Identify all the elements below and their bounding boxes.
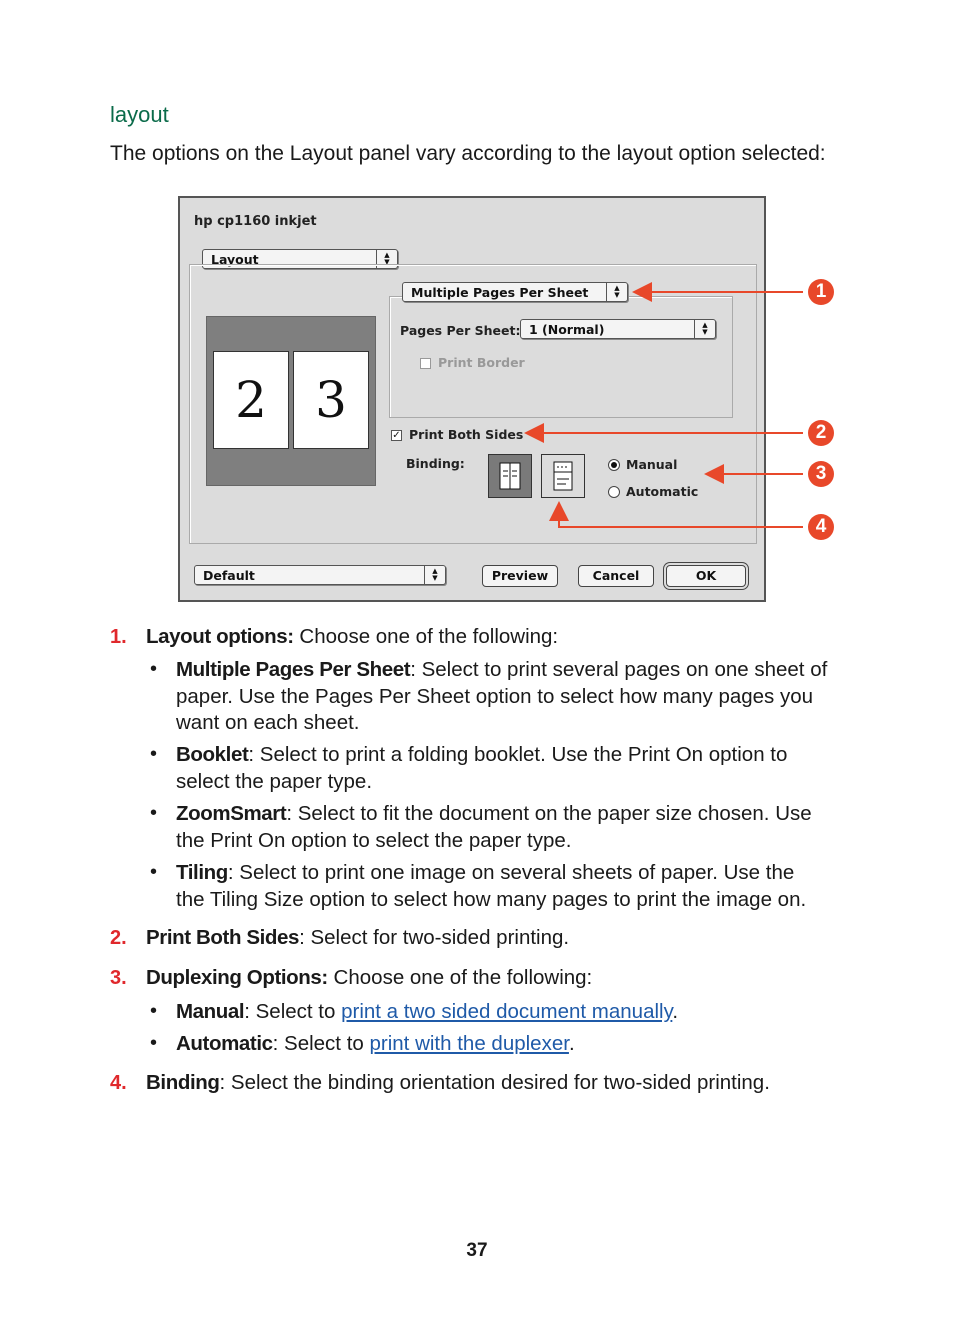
page-number: 37 [466,1240,488,1261]
pages-per-sheet-popup[interactable] [520,319,716,339]
layout-option-label: Multiple Pages Per Sheet [411,285,589,300]
callout-1: 1 [808,279,834,305]
panel-popup-label: Layout [211,252,259,267]
manual-duplex-link[interactable]: print a two sided document manually [341,1000,673,1023]
dialog-title: hp cp1160 inkjet [194,214,317,229]
bullet-multiple-pages-line3: want on each sheet. [176,711,360,734]
callout-2: 2 [808,420,834,446]
ok-button[interactable]: OK [666,565,746,587]
bullet-icon: • [150,658,158,680]
cancel-button[interactable]: Cancel [578,565,654,587]
bullet-zoomsmart: ZoomSmart: Select to fit the document on the paper size chosen. Use [176,802,812,825]
binding-label: Binding: [406,456,465,471]
bullet-icon: • [150,861,158,883]
print-border-checkbox[interactable] [420,358,431,369]
manual-radio[interactable] [608,459,620,471]
preview-button[interactable]: Preview [482,565,558,587]
tablet-binding-icon [542,455,584,497]
popup-arrows-icon: ▲ ▼ [694,320,715,338]
book-binding-icon [489,455,531,497]
layout-preview [206,316,376,486]
print-dialog [178,196,766,602]
popup-arrows-icon: ▲ ▼ [606,283,627,301]
manual-label: Manual [626,457,678,472]
item-number-3: 3. [110,967,127,989]
pages-per-sheet-value: 1 (Normal) [529,322,605,337]
item-1-text: Layout options: Choose one of the following: [146,625,559,648]
print-border-label: Print Border [438,355,525,370]
popup-arrows-icon: ▲ ▼ [376,250,397,268]
callout-3: 3 [808,461,834,487]
intro-text: The options on the Layout panel vary according to the layout option selected: [110,142,826,165]
bullet-icon: • [150,802,158,824]
popup-arrows-icon: ▲ ▼ [424,566,445,584]
settings-popup[interactable] [194,565,446,585]
print-both-sides-label: Print Both Sides [409,427,524,442]
bullet-multiple-pages-line2: paper. Use the Pages Per Sheet option to select how many pages you [176,685,814,708]
settings-popup-label: Default [203,568,255,583]
automatic-label: Automatic [626,484,699,499]
layout-option-popup[interactable] [402,282,628,302]
bullet-multiple-pages: Multiple Pages Per Sheet: Select to print several pages on one sheet of [176,658,828,681]
item-4-text: Binding: Select the binding orientation desired for two-sided printing. [146,1071,770,1094]
bullet-icon: • [150,1032,158,1054]
callout-4: 4 [808,514,834,540]
item-number-1: 1. [110,626,127,648]
print-both-sides-checkbox[interactable]: ✓ [392,430,401,441]
bullet-zoomsmart-line2: the Print On option to select the paper type. [176,829,572,852]
duplexer-link[interactable]: print with the duplexer [369,1032,569,1055]
bullet-tiling-line2: the Tiling Size option to select how many pages to print the image on. [176,888,807,911]
bullet-booklet-line2: select the paper type. [176,770,373,793]
preview-page-right: 3 [293,351,369,449]
item-number-2: 2. [110,927,127,949]
binding-long-edge-button[interactable] [488,454,532,498]
bullet-tiling: Tiling: Select to print one image on several sheets of paper. Use the [176,861,795,884]
bullet-automatic: Automatic: Select to print with the duplexer. [176,1032,575,1055]
automatic-radio[interactable] [608,486,620,498]
section-heading: layout [110,102,169,127]
item-number-4: 4. [110,1072,127,1094]
item-3-text: Duplexing Options: Choose one of the following: [146,966,593,989]
preview-page-left: 2 [213,351,289,449]
bullet-manual: Manual: Select to print a two sided document manually. [176,1000,679,1023]
bullet-icon: • [150,1000,158,1022]
bullet-booklet: Booklet: Select to print a folding booklet. Use the Print On option to [176,743,788,766]
bullet-icon: • [150,743,158,765]
pages-per-sheet-label: Pages Per Sheet: [400,323,521,338]
binding-short-edge-button[interactable] [541,454,585,498]
item-2-text: Print Both Sides: Select for two-sided printing. [146,926,570,949]
